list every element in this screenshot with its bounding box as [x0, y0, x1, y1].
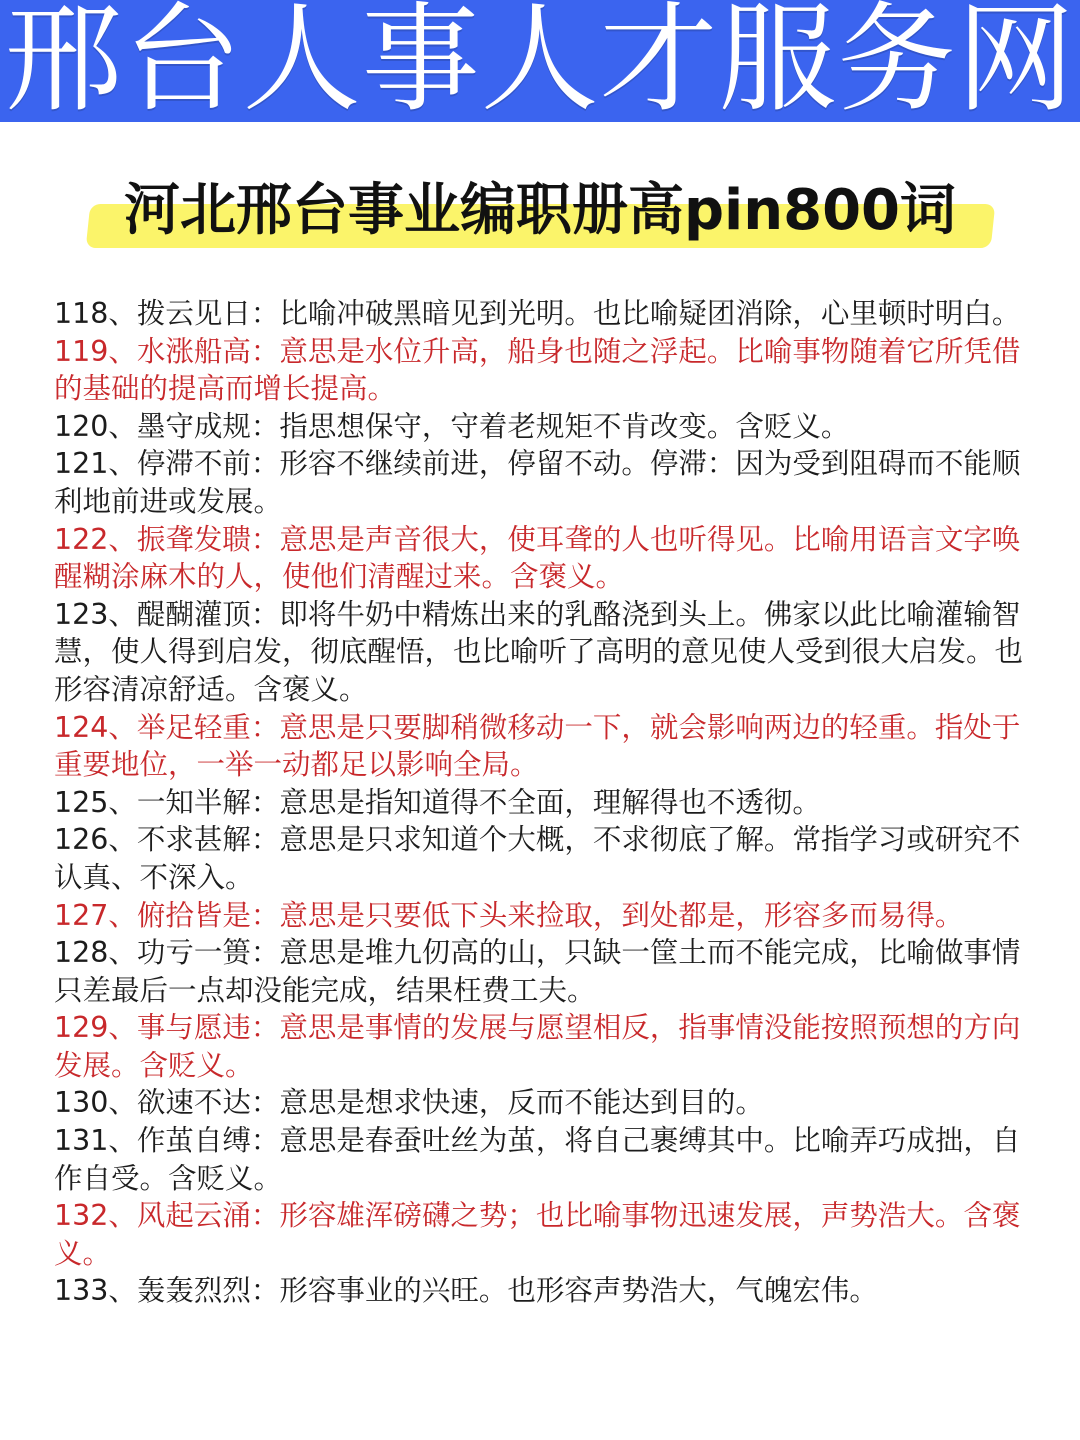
idiom-entry-118: 118、拨云见日：比喻冲破黑暗见到光明。也比喻疑团消除，心里顿时明白。: [54, 297, 1021, 330]
subtitle-block: [0, 168, 1080, 258]
idiom-entry-125: 125、一知半解：意思是指知道得不全面，理解得也不透彻。: [54, 785, 821, 819]
idiom-entry-127: 127、俯拾皆是：意思是只要低下头来捡取，到处都是，形容多而易得。: [54, 898, 964, 932]
idiom-entry-123: 123、醍醐灌顶：即将牛奶中精炼出来的乳酪浇到头上。佛家以此比喻灌输智慧，使人得到启发，彻底醒悟，也比喻听了高明的意见使人受到很大启发。也形容清凉舒适。含褒义。: [54, 597, 1024, 706]
idiom-entry-130: 130、欲速不达：意思是想求快速，反而不能达到目的。: [54, 1086, 764, 1120]
idiom-entry-128: 128、功亏一篑：意思是堆九仞高的山，只缺一筐土而不能完成，比喻做事情只差最后一点却没能完成，结果枉费工夫。: [54, 936, 1021, 1007]
idiom-entry-131: 131、作茧自缚：意思是春蚕吐丝为茧，将自己裹缚其中。比喻弄巧成拙，自作自受。含贬义。: [54, 1124, 1021, 1195]
idiom-entry-120: 120、墨守成规：指思想保守，守着老规矩不肯改变。含贬义。: [54, 409, 850, 443]
idiom-entry-132: 132、风起云涌：形容雄浑磅礴之势；也比喻事物迅速发展，声势浩大。含褒义。: [54, 1199, 1021, 1270]
banner-title: 邢台人事人才服务网: [4, 0, 1076, 122]
idiom-entry-124: 124、举足轻重：意思是只要脚稍微移动一下，就会影响两边的轻重。指处于重要地位，一举一动都足以影响全局。: [54, 710, 1021, 782]
idiom-entry-121: 121、停滞不前：形容不继续前进，停留不动。停滞：因为受到阻碍而不能顺利地前进或发展。: [54, 447, 1021, 518]
idiom-entry-129: 129、事与愿违：意思是事情的发展与愿望相反，指事情没能按照预想的方向发展。含贬义。: [54, 1011, 1021, 1082]
page-title: 河北邢台事业编职册高pin800词: [123, 178, 957, 243]
idiom-entry-119: 119、水涨船高：意思是水位升高，船身也随之浮起。比喻事物随着它所凭借的基础的提高而增长提高。: [54, 334, 1021, 406]
idiom-entry-122: 122、振聋发聩：意思是声音很大，使耳聋的人也听得见。比喻用语言文字唤醒糊涂麻木的人，使他们清醒过来。含褒义。: [54, 522, 1021, 594]
idiom-entry-133: 133、轰轰烈烈：形容事业的兴旺。也形容声势浩大，气魄宏伟。: [54, 1274, 878, 1308]
idiom-list: [54, 295, 1034, 1310]
idiom-entry-126: 126、不求甚解：意思是只求知道个大概，不求彻底了解。常指学习或研究不认真、不深入。: [54, 823, 1021, 894]
header-banner: [0, 0, 1080, 122]
